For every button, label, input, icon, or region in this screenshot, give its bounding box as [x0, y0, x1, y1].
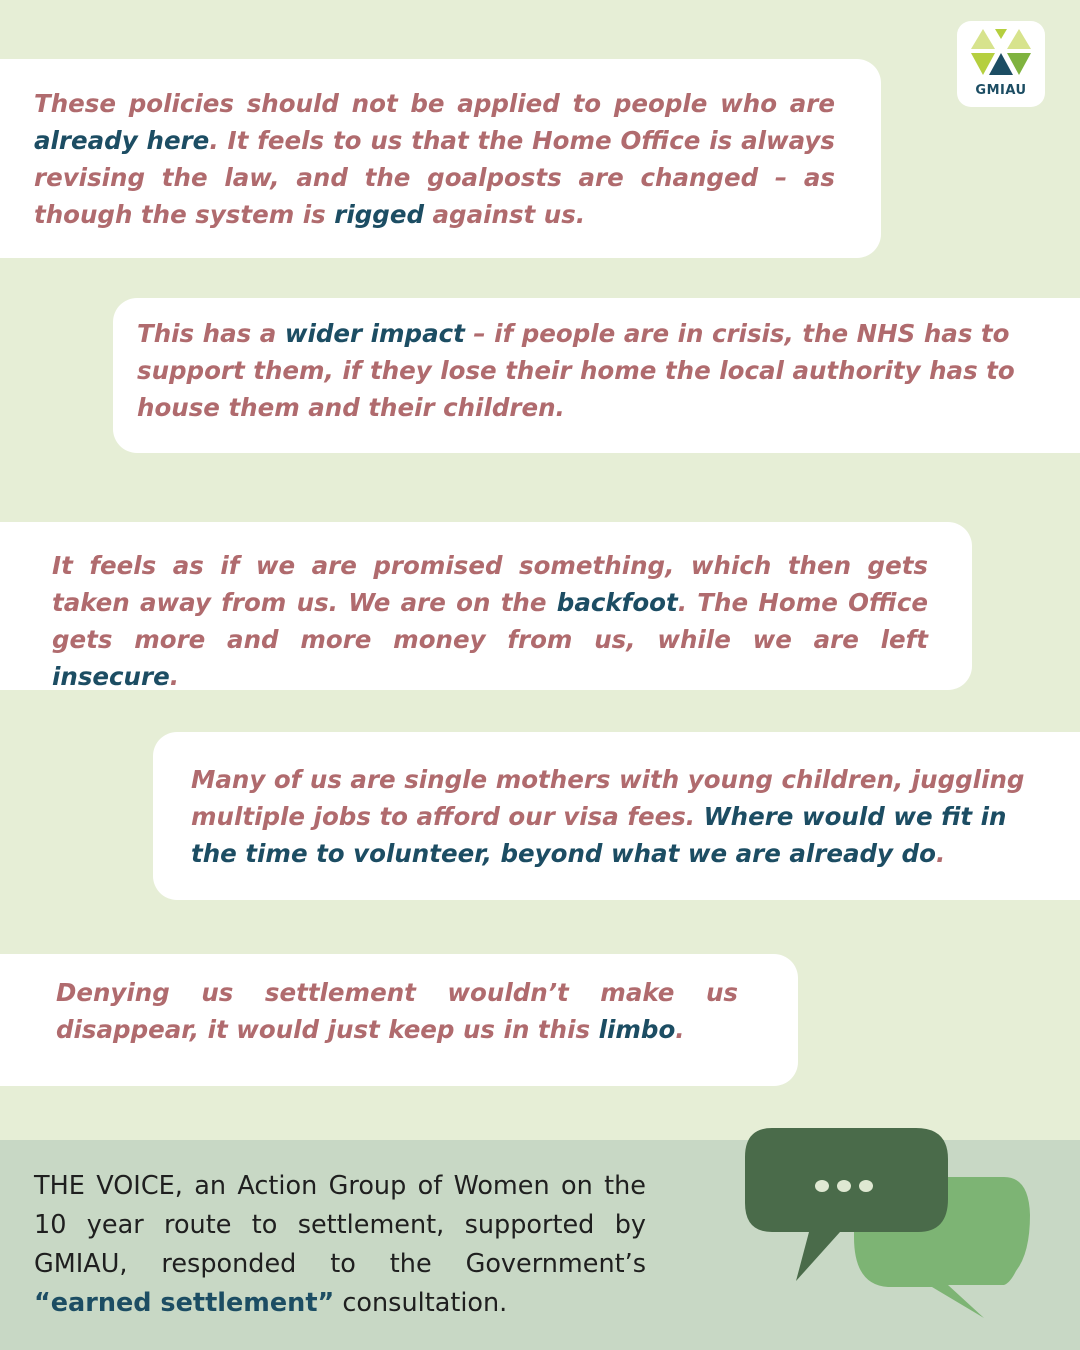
quote-segment: .	[935, 839, 946, 868]
quote-highlight: rigged	[334, 200, 424, 229]
footer-segment: THE VOICE, an Action Group of Women on the 10 year route to settlement, supported by GMIAU, responded to the Government’s	[34, 1171, 646, 1279]
quote-segment: .	[675, 1015, 685, 1044]
quote-highlight: limbo	[598, 1015, 676, 1044]
quote-highlight: Where would we fit in the time to volunteer, beyond what we are already do	[191, 802, 1007, 868]
quote-segment: against us.	[424, 200, 586, 229]
quote-segment: . The Home Office gets more and more money from us, while we are left	[52, 588, 928, 654]
quote-text	[191, 761, 1040, 872]
quote-card-5	[0, 954, 798, 1086]
gmiau-logo	[957, 21, 1045, 107]
footer-segment: consultation.	[334, 1288, 508, 1318]
quote-segment: – if people are in crisis, the NHS has to support them, if they lose their home the local authority has to house them and their children.	[137, 319, 1015, 422]
quote-highlight: wider impact	[284, 319, 465, 348]
quote-card-1	[0, 59, 881, 258]
quote-text	[52, 547, 928, 695]
quote-segment: This has a	[137, 319, 285, 348]
quote-highlight: insecure	[52, 662, 170, 691]
quote-highlight: already here	[34, 126, 210, 155]
quote-text	[34, 85, 835, 233]
quote-card-4	[153, 732, 1080, 900]
speech-bubbles-icon	[742, 1125, 1042, 1325]
footer-text	[34, 1167, 646, 1323]
quote-highlight: backfoot	[556, 588, 678, 617]
footer-emphasis: “earned settlement”	[34, 1288, 335, 1318]
quote-card-2	[113, 298, 1080, 453]
quote-text	[56, 974, 738, 1048]
quote-segment: . It feels to us that the Home Office is always revising the law, and the goalposts are changed – as though the system is	[34, 126, 835, 229]
quote-segment: These policies should not be applied to people who are	[34, 89, 835, 118]
gmiau-triangles-logo-icon	[971, 29, 1031, 83]
logo-text: GMIAU	[975, 83, 1027, 98]
quote-segment: It feels as if we are promised something, which then gets taken away from us. We are on the	[52, 551, 928, 617]
quote-segment: .	[169, 662, 180, 691]
quote-card-3	[0, 522, 972, 690]
quote-segment: Many of us are single mothers with young children, juggling multiple jobs to afford our visa fees.	[191, 765, 1025, 831]
quote-text	[137, 315, 1020, 426]
quote-segment: Denying us settlement wouldn’t make us disappear, it would just keep us in this	[56, 978, 738, 1044]
